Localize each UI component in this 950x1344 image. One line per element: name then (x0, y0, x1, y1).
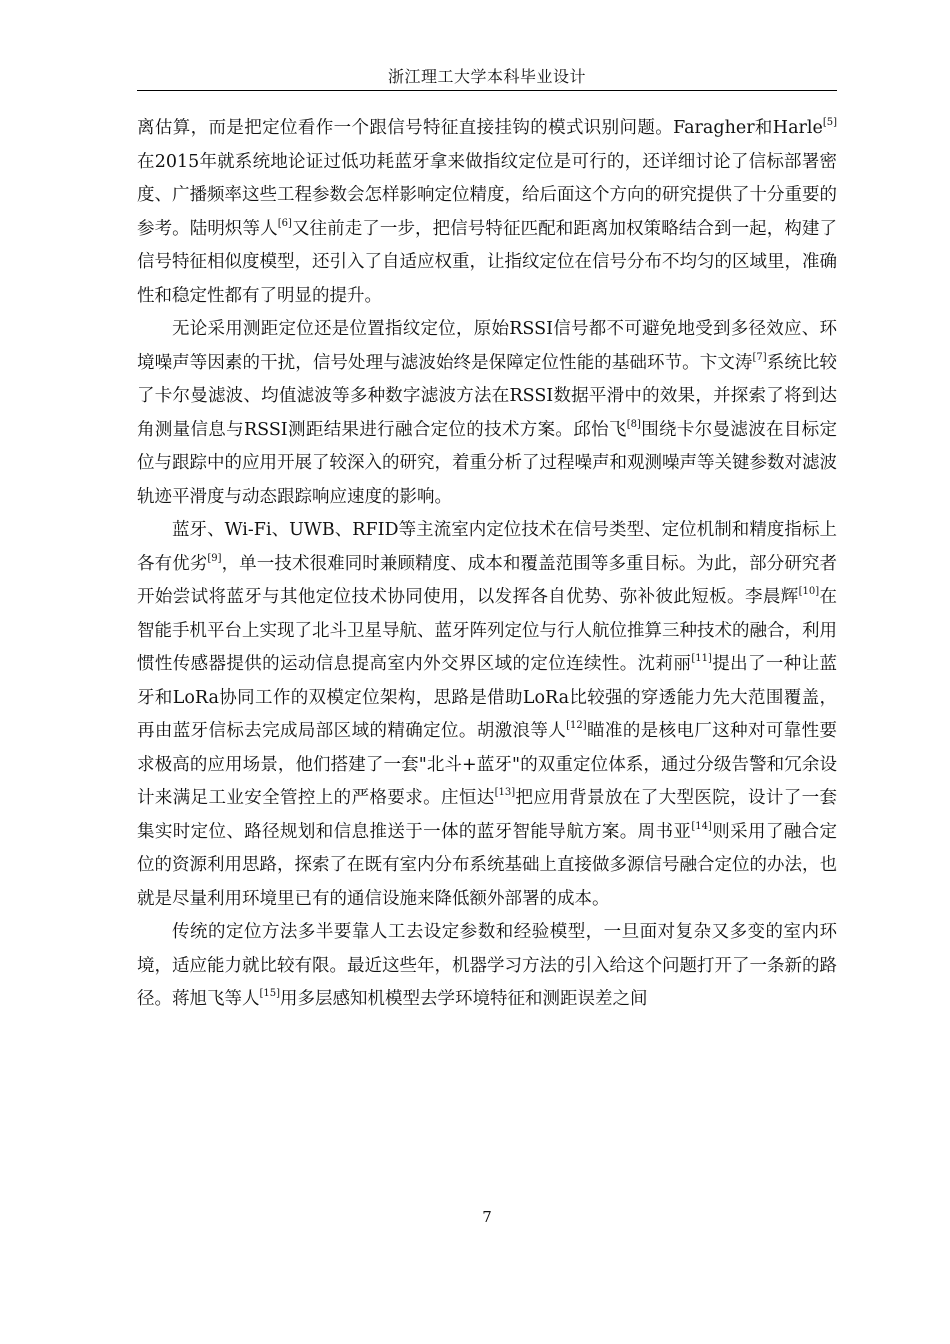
paragraph (137, 313, 837, 514)
citation-ref: [10] (798, 586, 820, 597)
header-divider (137, 90, 837, 91)
paragraph (137, 916, 837, 1017)
text-run: 提出了一种让蓝牙和LoRa协同工作的双模定位架构，思路是借助LoRa比较强的穿透能力先大范围覆盖，再由蓝牙信标去完成局部区域的精确定位。胡激浪等人 (137, 654, 838, 741)
text-run: 在2015年就系统地论证过低功耗蓝牙拿来做指纹定位是可行的，还详细讨论了信标部署密度、广播频率这些工程参数会怎样影响定位精度，给后面这个方向的研究提供了十分重要的参考。陆明炽等人 (137, 151, 837, 239)
body-text (137, 112, 837, 1017)
citation-ref: [11] (691, 653, 712, 664)
citation-ref: [14] (691, 820, 712, 832)
text-run: 离估算，而是把定位看作一个跟信号特征直接挂钩的模式识别问题。Faragher和Harle (137, 118, 823, 138)
text-run: 传统的定位方法多半要靠人工去设定参数和经验模型，一旦面对复杂又多变的室内环境，适应能力就比较有限。最近这些年，机器学习方法的引入给这个问题打开了一条新的路径。蒋旭飞等人 (137, 922, 837, 1009)
citation-ref: [12] (566, 720, 587, 731)
citation-ref: [6] (277, 217, 292, 229)
text-run: 则采用了融合定位的资源利用思路，探索了在既有室内分布系统基础上直接做多源信号融合定位的办法，也就是尽量利用环境里已有的通信设施来降低额外部署的成本。 (137, 821, 838, 909)
text-run: 又往前走了一步，把信号特征匹配和距离加权策略结合到一起，构建了信号特征相似度模型，还引入了自适应权重，让指纹定位在信号分布不均匀的区域里，准确性和稳定性都有了明显的提升。 (137, 218, 838, 306)
text-run: 瞄准的是核电厂这种对可靠性要求极高的应用场景，他们搭建了一套"北斗+蓝牙"的双重定位体系，通过分级告警和冗余设计来满足工业安全管控上的严格要求。庄恒达 (137, 721, 838, 808)
text-run: ，单一技术很难同时兼顾精度、成本和覆盖范围等多重目标。为此，部分研究者开始尝试将蓝牙与其他定位技术协同使用，以发挥各自优势、弥补彼此短板。李晨辉 (137, 553, 837, 607)
citation-ref: [9] (207, 552, 222, 564)
citation-ref: [5] (822, 117, 837, 128)
citation-ref: [15] (259, 988, 281, 999)
text-run: 在智能手机平台上实现了北斗卫星导航、蓝牙阵列定位与行人航位推算三种技术的融合，利用惯性传感器提供的运动信息提高室内外交界区域的定位连续性。沈莉丽 (137, 587, 838, 674)
citation-ref: [8] (626, 418, 641, 430)
citation-ref: [7] (752, 351, 767, 363)
text-run: 用多层感知机模型去学环境特征和测距误差之间 (280, 989, 648, 1009)
text-run: 无论采用测距定位还是位置指纹定位，原始RSSI信号都不可避免地受到多径效应、环境噪声等因素的干扰，信号处理与滤波始终是保障定位性能的基础环节。卞文涛 (137, 319, 837, 373)
text-run: 系统比较了卡尔曼滤波、均值滤波等多种数字滤波方法在RSSI数据平滑中的效果，并探索了将到达角测量信息与RSSI测距结果进行融合定位的技术方案。邱怡飞 (137, 352, 837, 440)
paragraph (137, 112, 837, 313)
text-run: 蓝牙、Wi-Fi、UWB、RFID等主流室内定位技术在信号类型、定位机制和精度指标上各有优劣 (137, 520, 837, 574)
citation-ref: [13] (494, 787, 516, 798)
text-run: 把应用背景放在了大型医院，设计了一套集实时定位、路径规划和信息推送于一体的蓝牙智能导航方案。周书亚 (137, 788, 838, 842)
text-run: 围绕卡尔曼滤波在目标定位与跟踪中的应用开展了较深入的研究，着重分析了过程噪声和观测噪声等关键参数对滤波轨迹平滑度与动态跟踪响应速度的影响。 (137, 419, 837, 507)
page-header: 浙江理工大学本科毕业设计 (387, 67, 586, 86)
paragraph (137, 514, 837, 916)
page-number: 7 (482, 1208, 492, 1226)
